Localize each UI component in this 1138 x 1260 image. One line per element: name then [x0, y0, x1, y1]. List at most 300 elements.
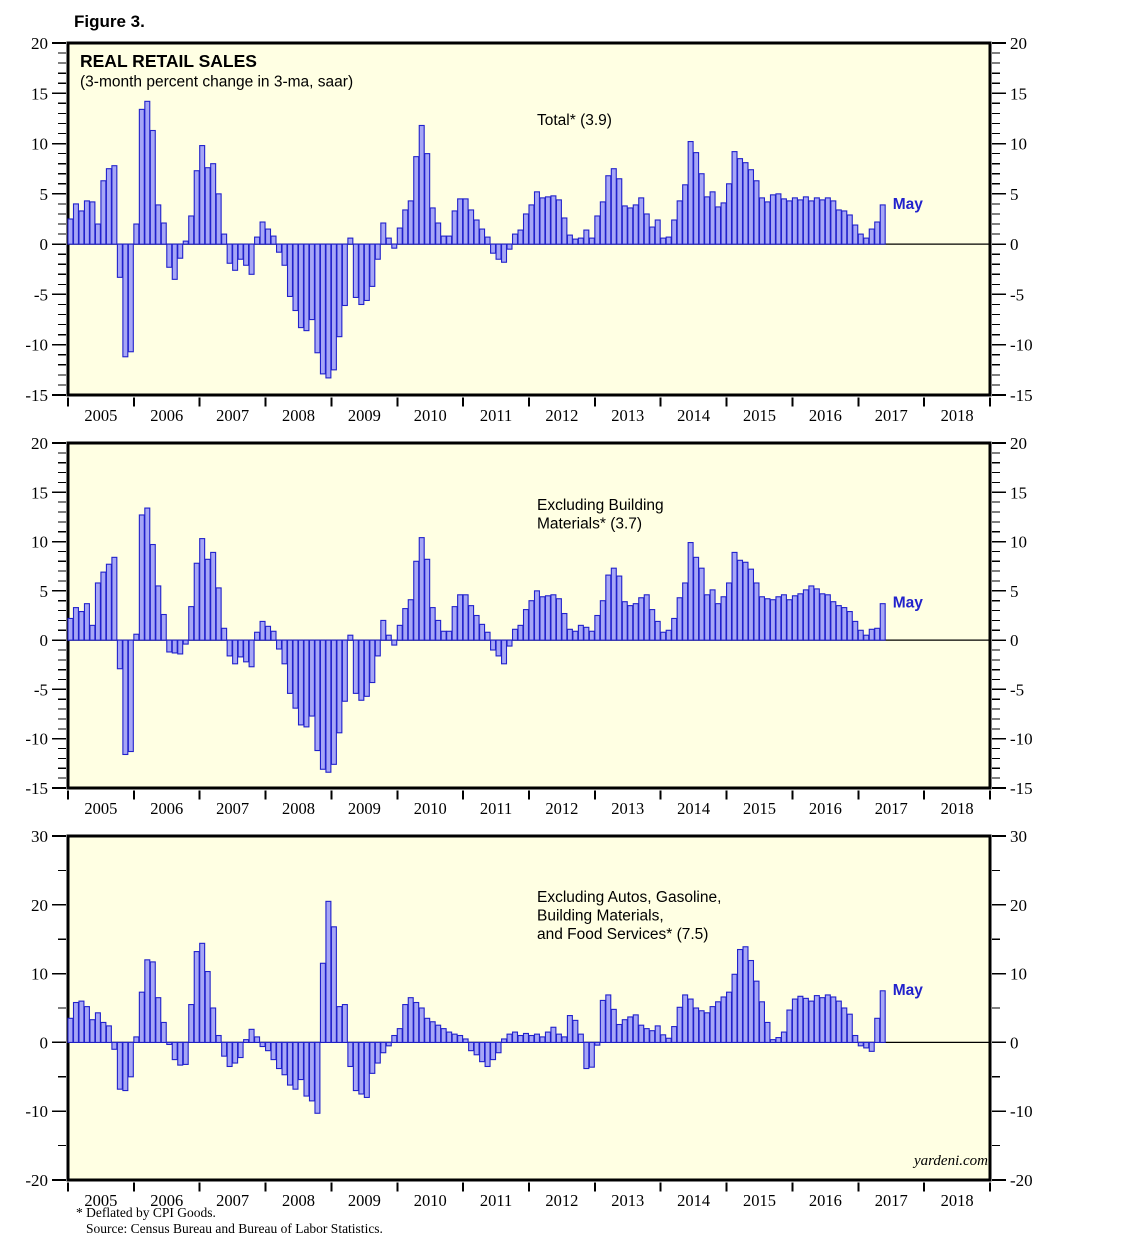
y-axis-label-right: 20 [1010, 34, 1027, 53]
y-axis-label-left: -5 [33, 680, 48, 700]
bar [364, 640, 369, 696]
bar [567, 629, 572, 640]
y-axis-label-left: 10 [31, 532, 48, 552]
bar [589, 1042, 594, 1067]
bar [288, 244, 293, 296]
bar [683, 185, 688, 244]
year-label: 2007 [216, 1191, 250, 1210]
bar [809, 201, 814, 244]
bar [106, 564, 111, 640]
bar [776, 597, 781, 640]
bar [524, 610, 529, 641]
bar [545, 1032, 550, 1042]
y-axis-label-left: 10 [31, 964, 48, 984]
bar [95, 583, 100, 640]
bar [326, 244, 331, 378]
bar [128, 1042, 133, 1076]
bar [249, 640, 254, 667]
year-label: 2006 [150, 1191, 184, 1210]
bar [600, 601, 605, 640]
bar [315, 1042, 320, 1113]
bar [150, 545, 155, 641]
bar [644, 1029, 649, 1043]
bar [650, 610, 655, 641]
y-axis-label-left: 15 [31, 483, 48, 503]
bar [864, 238, 869, 244]
bar [743, 947, 748, 1043]
year-label: 2010 [413, 799, 447, 818]
bar [315, 244, 320, 353]
y-axis-label-left: 10 [31, 134, 48, 154]
bar [304, 1042, 309, 1096]
bar [447, 631, 452, 640]
year-label: 2013 [611, 799, 645, 818]
y-axis-label-right: -5 [1010, 680, 1025, 700]
bar [765, 202, 770, 244]
bar [507, 1034, 512, 1042]
y-axis-label-right: 10 [1010, 134, 1027, 154]
chart-title: REAL RETAIL SALES [80, 51, 257, 71]
year-label: 2017 [874, 799, 908, 818]
bar [331, 244, 336, 370]
bar [864, 1042, 869, 1048]
y-axis-label-left: 20 [31, 895, 48, 915]
footnote-deflator: * Deflated by CPI Goods. [76, 1205, 216, 1220]
bar [705, 197, 710, 244]
bar [178, 640, 183, 654]
bar [370, 640, 375, 682]
bar [836, 606, 841, 641]
bar [90, 202, 95, 244]
y-axis-label-left: 20 [31, 34, 48, 53]
bar [414, 157, 419, 245]
bar [397, 1029, 402, 1043]
bar [79, 612, 84, 641]
y-axis-label-right: 0 [1010, 235, 1019, 255]
bar [172, 1042, 177, 1059]
bar [655, 621, 660, 640]
bar [611, 568, 616, 640]
year-label: 2018 [940, 406, 974, 425]
bar [112, 1042, 117, 1049]
bar [414, 1003, 419, 1043]
bar [277, 640, 282, 649]
bar [320, 963, 325, 1042]
bar [194, 563, 199, 640]
bar [430, 1022, 435, 1043]
year-label: 2007 [216, 799, 250, 818]
bar [716, 1002, 721, 1043]
bar [732, 552, 737, 640]
bar [68, 1018, 73, 1042]
bar [798, 200, 803, 244]
bar [348, 238, 353, 244]
year-label: 2012 [545, 1191, 579, 1210]
series-label: Materials* (3.7) [537, 515, 643, 533]
bar [348, 1042, 353, 1066]
bar [73, 204, 78, 244]
bar [101, 181, 106, 244]
bar [200, 146, 205, 245]
bar [507, 244, 512, 249]
bar [419, 125, 424, 244]
bar [842, 211, 847, 244]
bar [650, 227, 655, 244]
bar [425, 559, 430, 640]
bar [485, 237, 490, 244]
bar [699, 1011, 704, 1043]
bar [238, 640, 243, 657]
bar [386, 238, 391, 244]
bar [600, 202, 605, 244]
bar [814, 996, 819, 1043]
bar [551, 196, 556, 244]
year-label: 2011 [479, 406, 513, 425]
bar [447, 236, 452, 244]
bar [320, 640, 325, 769]
bar [491, 640, 496, 650]
bar [727, 992, 732, 1042]
bar [260, 1042, 265, 1046]
bar [211, 552, 216, 640]
figure-label: Figure 3. [74, 12, 145, 31]
bar [781, 199, 786, 244]
bar [474, 220, 479, 244]
bar [705, 595, 710, 640]
bar [90, 1020, 95, 1043]
bar [743, 163, 748, 244]
bar [408, 201, 413, 244]
bar [880, 205, 885, 244]
bar [540, 597, 545, 640]
bar [194, 171, 199, 244]
bar [392, 640, 397, 645]
bar [222, 628, 227, 640]
bar [562, 1037, 567, 1043]
bar [436, 620, 441, 640]
bar [655, 220, 660, 244]
latest-month-annotation: May [892, 594, 923, 612]
bar [370, 1042, 375, 1073]
bar [672, 618, 677, 640]
bar [342, 1005, 347, 1043]
bar [101, 1022, 106, 1042]
bar [183, 640, 188, 644]
bar [792, 596, 797, 640]
year-label: 2012 [545, 799, 579, 818]
bar [677, 1007, 682, 1042]
bar [792, 999, 797, 1042]
y-axis-label-right: -10 [1010, 1102, 1033, 1122]
year-label: 2018 [940, 1191, 974, 1210]
bar [408, 600, 413, 640]
bar [331, 640, 336, 764]
bar [167, 640, 172, 652]
bar [869, 629, 874, 640]
bar [644, 595, 649, 640]
bar [458, 595, 463, 640]
year-label: 2014 [677, 1191, 711, 1210]
bar [178, 244, 183, 258]
bar [112, 166, 117, 244]
bar [524, 1033, 529, 1042]
bar [95, 224, 100, 244]
bar [277, 1042, 282, 1068]
y-axis-label-right: 10 [1010, 532, 1027, 552]
bar [562, 614, 567, 641]
bar [529, 205, 534, 244]
bar [123, 244, 128, 357]
bar [222, 234, 227, 244]
bar [814, 589, 819, 640]
bar [567, 235, 572, 244]
year-label: 2007 [216, 406, 250, 425]
bar [699, 174, 704, 244]
bar [540, 198, 545, 244]
bar [304, 640, 309, 727]
bar [716, 604, 721, 640]
series-label: Total* (3.9) [537, 112, 612, 129]
bar [661, 1035, 666, 1043]
bar [458, 1036, 463, 1043]
bar [595, 216, 600, 244]
bar [216, 588, 221, 640]
y-axis-label-left: -10 [25, 729, 48, 749]
bar [68, 219, 73, 244]
bar [787, 600, 792, 640]
bar [633, 1015, 638, 1043]
bar [556, 200, 561, 244]
year-label: 2016 [808, 799, 842, 818]
bar [688, 142, 693, 245]
bar [502, 1039, 507, 1042]
bar [430, 208, 435, 244]
bar [172, 244, 177, 279]
bar [260, 222, 265, 244]
bar [853, 225, 858, 244]
bar [584, 230, 589, 244]
bar [589, 631, 594, 640]
bar [716, 207, 721, 244]
year-label: 2015 [743, 799, 776, 818]
bar [474, 616, 479, 641]
bar [79, 1001, 84, 1042]
bar [694, 1008, 699, 1042]
y-axis-label-left: -5 [33, 285, 48, 305]
bar [820, 594, 825, 640]
y-axis-label-left: 0 [39, 631, 48, 651]
bar [266, 626, 271, 640]
year-label: 2005 [84, 406, 118, 425]
bar [359, 244, 364, 304]
bar [178, 1042, 183, 1065]
bar [611, 169, 616, 244]
bar [578, 238, 583, 244]
bar [655, 1026, 660, 1043]
y-axis-label-left: -10 [25, 1102, 48, 1122]
bar [803, 590, 808, 640]
bar [452, 607, 457, 641]
bar [502, 640, 507, 664]
bar [551, 1027, 556, 1042]
bar [781, 1032, 786, 1042]
y-axis-label-right: -15 [1010, 386, 1033, 405]
bar [101, 572, 106, 640]
bar [869, 229, 874, 244]
bar [266, 229, 271, 244]
year-label: 2017 [874, 1191, 908, 1210]
bar [106, 169, 111, 244]
bar [331, 927, 336, 1043]
bar [831, 201, 836, 244]
bar [513, 234, 518, 244]
bar [414, 561, 419, 640]
bar [529, 1036, 534, 1043]
bar [255, 237, 260, 244]
bar [441, 236, 446, 244]
year-label: 2005 [84, 1191, 118, 1210]
year-label: 2011 [479, 1191, 513, 1210]
bar [847, 215, 852, 244]
bar [485, 632, 490, 640]
bar [600, 1000, 605, 1042]
bar [117, 244, 122, 277]
bar [633, 604, 638, 640]
bar [611, 1009, 616, 1042]
bar [781, 595, 786, 640]
bar [145, 960, 150, 1043]
bar [836, 210, 841, 244]
bar [853, 621, 858, 640]
year-label: 2013 [611, 406, 645, 425]
bar [787, 201, 792, 244]
bar [518, 230, 523, 244]
bar [518, 625, 523, 640]
bar [381, 620, 386, 640]
bar [622, 602, 627, 640]
bar [831, 997, 836, 1042]
bar [359, 640, 364, 700]
bar [760, 1002, 765, 1043]
year-label: 2015 [743, 1191, 776, 1210]
bar [524, 214, 529, 244]
bar [84, 201, 89, 244]
y-axis-label-right: 0 [1010, 631, 1019, 651]
bar [233, 1042, 238, 1063]
bar [518, 1036, 523, 1043]
bar [573, 631, 578, 640]
y-axis-label-right: -20 [1010, 1171, 1033, 1190]
year-label: 2011 [479, 799, 513, 818]
bar [749, 170, 754, 244]
bar [738, 950, 743, 1043]
bar [200, 539, 205, 641]
bar [134, 634, 139, 640]
bar [348, 635, 353, 640]
bar [359, 1042, 364, 1094]
bar [299, 244, 304, 327]
year-label: 2008 [282, 1191, 315, 1210]
y-axis-label-right: 15 [1010, 483, 1027, 503]
bar [447, 1032, 452, 1042]
bar [820, 200, 825, 244]
bar [150, 131, 155, 245]
year-label: 2014 [677, 799, 711, 818]
bar [567, 1016, 572, 1043]
bar [139, 992, 144, 1042]
bar [595, 1042, 600, 1045]
bar [480, 624, 485, 640]
bar [875, 628, 880, 640]
bar [123, 640, 128, 754]
y-axis-label-left: -15 [25, 779, 48, 798]
bar [244, 640, 249, 662]
bar [282, 244, 287, 265]
y-axis-label-right: 0 [1010, 1033, 1019, 1053]
bar [337, 244, 342, 337]
bar [760, 597, 765, 640]
bar [337, 640, 342, 733]
watermark-text: yardeni.com [913, 1153, 988, 1169]
bar [710, 1007, 715, 1043]
bar [825, 995, 830, 1042]
bar [425, 1018, 430, 1042]
bar [496, 1042, 501, 1052]
bar [403, 210, 408, 244]
bar [139, 515, 144, 640]
bar [628, 1017, 633, 1042]
y-axis-label-left: 30 [31, 827, 48, 846]
bar [183, 241, 188, 244]
bar [491, 1042, 496, 1059]
y-axis-label-right: 20 [1010, 434, 1027, 453]
bar [633, 205, 638, 244]
bar [787, 1010, 792, 1042]
y-axis-label-right: 10 [1010, 964, 1027, 984]
bar [211, 1008, 216, 1042]
bar [551, 595, 556, 640]
bar [397, 625, 402, 640]
bar [161, 615, 166, 641]
bar [496, 640, 501, 656]
bar [792, 198, 797, 244]
bar [419, 1008, 424, 1042]
year-label: 2008 [282, 406, 315, 425]
bar [452, 1034, 457, 1042]
y-axis-label-left: 5 [39, 581, 48, 601]
year-label: 2009 [347, 799, 381, 818]
bar [271, 236, 276, 244]
bar [139, 109, 144, 244]
bar [309, 244, 314, 319]
bar [798, 996, 803, 1042]
year-label: 2008 [282, 799, 315, 818]
y-axis-label-left: 20 [31, 434, 48, 453]
bar [249, 244, 254, 274]
bar [403, 1005, 408, 1043]
bar [408, 998, 413, 1043]
bar [534, 591, 539, 640]
bar [117, 640, 122, 669]
bar [293, 1042, 298, 1089]
bar [584, 627, 589, 640]
bar [128, 244, 133, 352]
bar [282, 1042, 287, 1074]
bar [721, 203, 726, 244]
bar [809, 586, 814, 640]
bar [441, 1029, 446, 1043]
bar [156, 586, 161, 640]
